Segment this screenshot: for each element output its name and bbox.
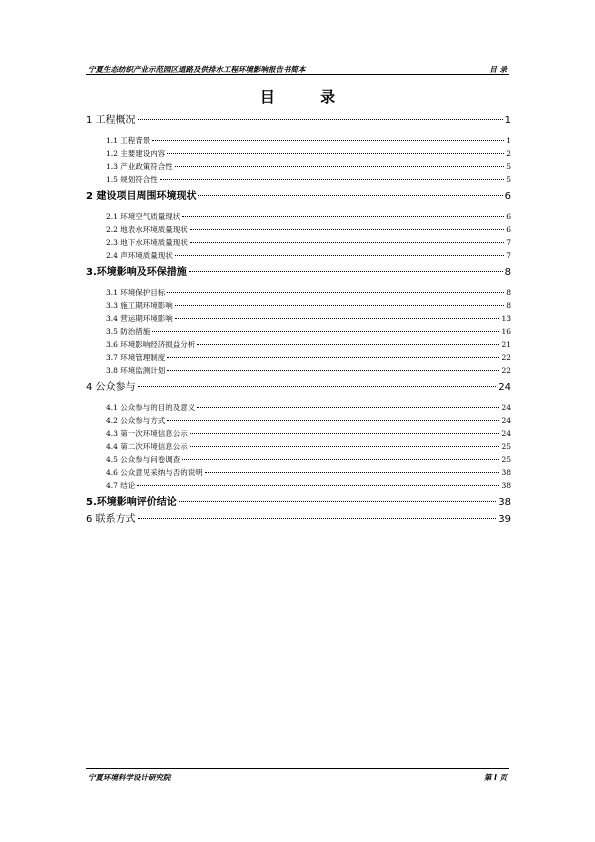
toc-subentry-page: 7 (506, 238, 511, 247)
toc-subentry-page: 25 (501, 442, 511, 451)
toc-subentry-label: 2.1 环境空气质量现状 (106, 212, 181, 221)
toc-subentry-page: 21 (501, 340, 511, 349)
toc-subentry[interactable] (86, 479, 511, 492)
toc-entry-label: 2 建设项目周围环境现状 (86, 191, 197, 202)
toc-entry-label: 6 联系方式 (86, 514, 136, 525)
toc-subentry[interactable] (86, 325, 511, 338)
toc-leader-dots (182, 459, 499, 460)
toc-subentry-page: 38 (501, 481, 511, 490)
toc-subentry-page: 6 (506, 212, 511, 221)
toc-subentry[interactable] (86, 210, 511, 223)
toc-entry-page: 38 (498, 497, 511, 508)
toc-subentry-label: 3.3 施工期环境影响 (106, 301, 173, 310)
toc-subentry-page: 24 (501, 429, 511, 438)
toc-subentry-label: 1.5 规划符合性 (106, 175, 158, 184)
toc-leader-dots (175, 166, 504, 167)
toc-subentry[interactable] (86, 453, 511, 466)
toc-subentry[interactable] (86, 401, 511, 414)
toc-entry[interactable] (86, 512, 511, 528)
toc-leader-dots (205, 472, 500, 473)
toc-subentry[interactable] (86, 160, 511, 173)
footer-rule (86, 768, 509, 769)
page-header (88, 62, 507, 74)
toc-entry-label: 4 公众参与 (86, 382, 136, 393)
toc-leader-dots (182, 216, 504, 217)
toc-subentry[interactable] (86, 440, 511, 453)
toc-subentry-page: 5 (506, 175, 511, 184)
footer-page-number: 第 I 页 (483, 773, 507, 782)
toc-subentry-page: 8 (506, 301, 511, 310)
toc-entry-page: 6 (504, 191, 511, 202)
toc-subentry-label: 4.4 第二次环境信息公示 (106, 442, 188, 451)
toc-subentry-page: 8 (506, 288, 511, 297)
toc-leader-dots (175, 305, 504, 306)
toc-subentry-page: 1 (506, 136, 511, 145)
toc-entry-page: 24 (498, 382, 511, 393)
toc-entry[interactable] (86, 113, 511, 129)
toc-leader-dots (138, 518, 497, 519)
toc-leader-dots (190, 446, 500, 447)
footer-institute: 宁夏环境科学设计研究院 (88, 773, 171, 782)
header-doc-title: 宁夏生态纺织产业示范园区道路及供排水工程环境影响报告书简本 (88, 65, 306, 74)
toc-subentry[interactable] (86, 466, 511, 479)
toc-subentry[interactable] (86, 286, 511, 299)
table-of-contents (86, 112, 511, 528)
toc-subentry[interactable] (86, 351, 511, 364)
toc-subentry[interactable] (86, 299, 511, 312)
toc-leader-dots (160, 179, 504, 180)
toc-leader-dots (152, 140, 504, 141)
toc-subentry-label: 4.3 第一次环境信息公示 (106, 429, 188, 438)
toc-leader-dots (197, 344, 499, 345)
toc-subentry-page: 25 (501, 455, 511, 464)
toc-entry-page: 39 (498, 514, 511, 525)
toc-subentry[interactable] (86, 427, 511, 440)
toc-subentry[interactable] (86, 134, 511, 147)
toc-subentry-page: 2 (506, 149, 511, 158)
toc-subentry[interactable] (86, 147, 511, 160)
toc-subentry-page: 16 (501, 327, 511, 336)
toc-subentry-label: 4.5 公众参与问卷调查 (106, 455, 181, 464)
toc-subentry-label: 1.1 工程背景 (106, 136, 151, 145)
toc-leader-dots (175, 255, 504, 256)
toc-subentry-label: 3.5 防治措施 (106, 327, 151, 336)
toc-subentry-page: 24 (501, 416, 511, 425)
header-section: 目 录 (489, 65, 507, 74)
toc-leader-dots (190, 229, 504, 230)
toc-subentry-label: 3.7 环境管理制度 (106, 353, 166, 362)
toc-leader-dots (137, 485, 499, 486)
toc-subentry[interactable] (86, 236, 511, 249)
toc-leader-dots (167, 420, 499, 421)
toc-entry[interactable] (86, 495, 511, 511)
toc-entry[interactable] (86, 265, 511, 281)
toc-entry[interactable] (86, 189, 511, 205)
toc-subentry-page: 13 (501, 314, 511, 323)
toc-entry-page: 1 (504, 115, 511, 126)
toc-subentry-label: 3.1 环境保护目标 (106, 288, 166, 297)
toc-subentry-label: 2.4 声环境质量现状 (106, 251, 173, 260)
toc-leader-dots (179, 501, 497, 502)
toc-leader-dots (167, 370, 499, 371)
toc-leader-dots (167, 357, 499, 358)
toc-subentry-label: 3.8 环境监测计划 (106, 366, 166, 375)
toc-subentry-label: 2.3 地下水环境质量现状 (106, 238, 188, 247)
toc-subentry-page: 7 (506, 251, 511, 260)
toc-subentry-page: 22 (501, 353, 511, 362)
toc-leader-dots (138, 119, 503, 120)
toc-subentry-label: 3.6 环境影响经济损益分析 (106, 340, 196, 349)
toc-subentry-label: 4.7 结论 (106, 481, 136, 490)
toc-subentry[interactable] (86, 414, 511, 427)
toc-leader-dots (190, 433, 500, 434)
toc-subentry[interactable] (86, 223, 511, 236)
toc-subentry-page: 38 (501, 468, 511, 477)
toc-entry-label: 5.环境影响评价结论 (86, 497, 177, 508)
toc-subentry[interactable] (86, 173, 511, 186)
toc-subentry-page: 6 (506, 225, 511, 234)
toc-subentry-label: 1.3 产业政策符合性 (106, 162, 173, 171)
toc-leader-dots (167, 153, 504, 154)
toc-leader-dots (189, 271, 503, 272)
toc-subentry[interactable] (86, 364, 511, 377)
toc-subentry-page: 24 (501, 403, 511, 412)
toc-leader-dots (197, 407, 499, 408)
page-footer (88, 770, 507, 782)
toc-entry-label: 3.环境影响及环保措施 (86, 267, 187, 278)
toc-subentry-page: 5 (506, 162, 511, 171)
toc-subentry-page: 22 (501, 366, 511, 375)
toc-entry[interactable] (86, 380, 511, 396)
toc-leader-dots (152, 331, 499, 332)
toc-subentry-label: 4.6 公众意见采纳与否的说明 (106, 468, 203, 477)
page-title: 目 录 (259, 88, 356, 106)
toc-subentry[interactable] (86, 338, 511, 351)
toc-leader-dots (175, 318, 500, 319)
toc-entry-page: 8 (504, 267, 511, 278)
toc-leader-dots (138, 386, 497, 387)
toc-subentry-label: 1.2 主要建设内容 (106, 149, 166, 158)
toc-subentry-label: 2.2 地表水环境质量现状 (106, 225, 188, 234)
toc-entry-label: 1 工程概况 (86, 115, 136, 126)
toc-leader-dots (198, 195, 502, 196)
toc-subentry-label: 4.1 公众参与的目的及意义 (106, 403, 196, 412)
toc-leader-dots (167, 292, 504, 293)
toc-subentry[interactable] (86, 312, 511, 325)
toc-subentry[interactable] (86, 249, 511, 262)
header-rule (86, 74, 509, 75)
toc-subentry-label: 4.2 公众参与方式 (106, 416, 166, 425)
toc-leader-dots (190, 242, 504, 243)
toc-subentry-label: 3.4 营运期环境影响 (106, 314, 173, 323)
